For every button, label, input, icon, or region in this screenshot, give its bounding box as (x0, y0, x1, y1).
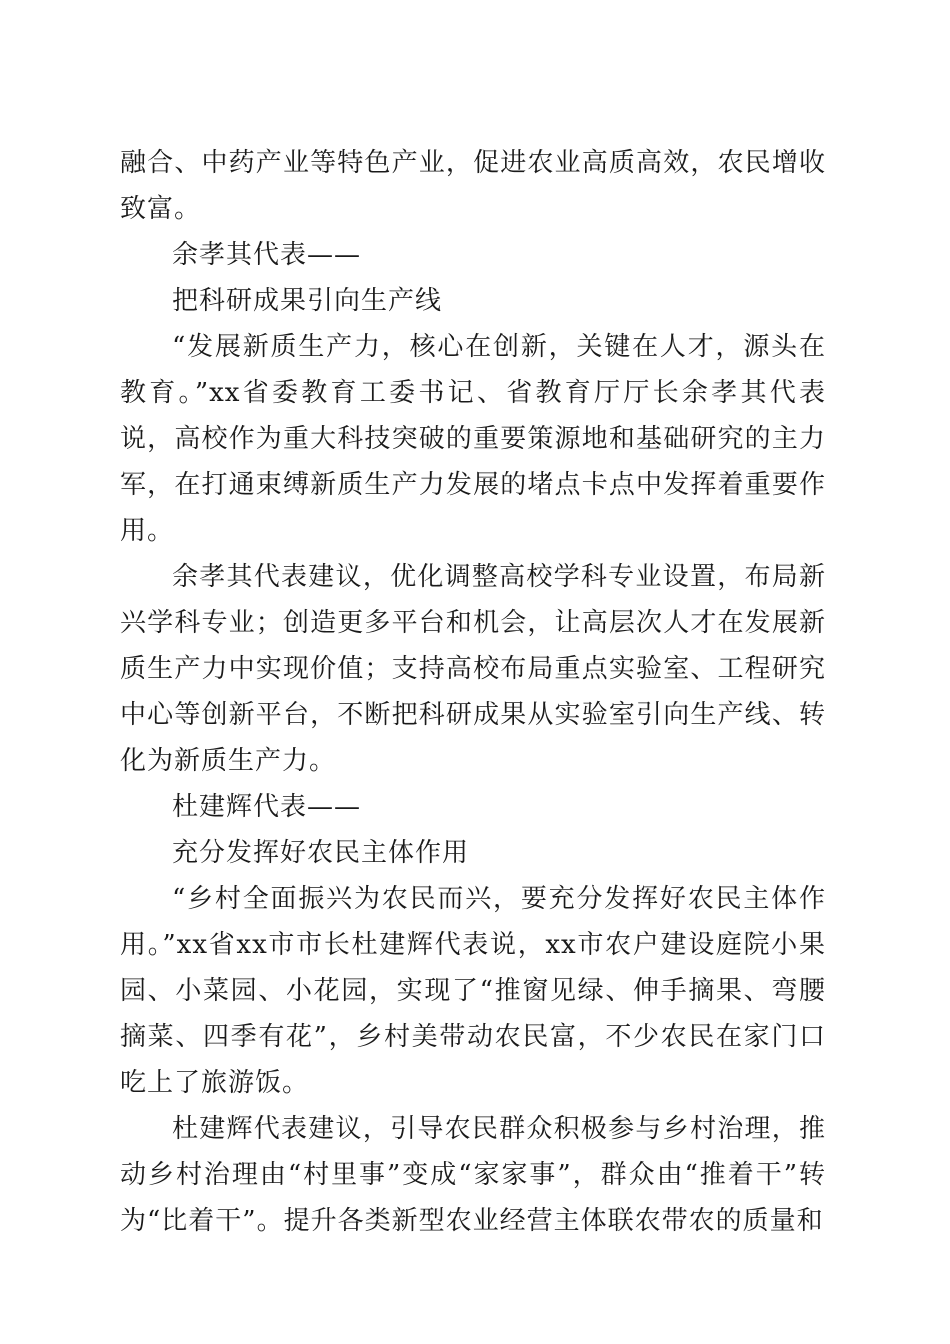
paragraph-quote: “发展新质生产力，核心在创新，关键在人才，源头在教育。”xx省委教育工委书记、省教育厅厅长余孝其代表说，高校作为重大科技突破的重要策源地和基础研究的主力军，在打通束缚新质生产力发展的堵点卡点中发挥着重要作用。 (120, 332, 826, 546)
paragraph-suggestion: 余孝其代表建议，优化调整高校学科专业设置，布局新兴学科专业；创造更多平台和机会，让高层次人才在发展新质生产力中实现价值；支持高校布局重点实验室、工程研究中心等创新平台，不断把科研成果从实验室引向生产线、转化为新质生产力。 (120, 562, 826, 776)
section-subheading: 把科研成果引向生产线 (172, 286, 443, 316)
document-body (120, 140, 826, 1244)
section-heading-representative: 杜建辉代表—— (172, 792, 362, 822)
paragraph-suggestion: 杜建辉代表建议，引导农民群众积极参与乡村治理，推动乡村治理由“村里事”变成“家家事”，群众由“推着干”转为“比着干”。提升各类新型农业经营主体联农带农的质量和 (120, 1114, 826, 1236)
section-subheading: 充分发挥好农民主体作用 (172, 838, 470, 868)
paragraph-continuation: 融合、中药产业等特色产业，促进农业高质高效，农民增收致富。 (120, 148, 826, 224)
paragraph-quote: “乡村全面振兴为农民而兴，要充分发挥好农民主体作用。”xx省xx市市长杜建辉代表说，xx市农户建设庭院小果园、小菜园、小花园，实现了“推窗见绿、伸手摘果、弯腰摘菜、四季有花”，乡村美带动农民富，不少农民在家门口吃上了旅游饭。 (120, 884, 826, 1098)
section-heading-representative: 余孝其代表—— (172, 240, 362, 270)
